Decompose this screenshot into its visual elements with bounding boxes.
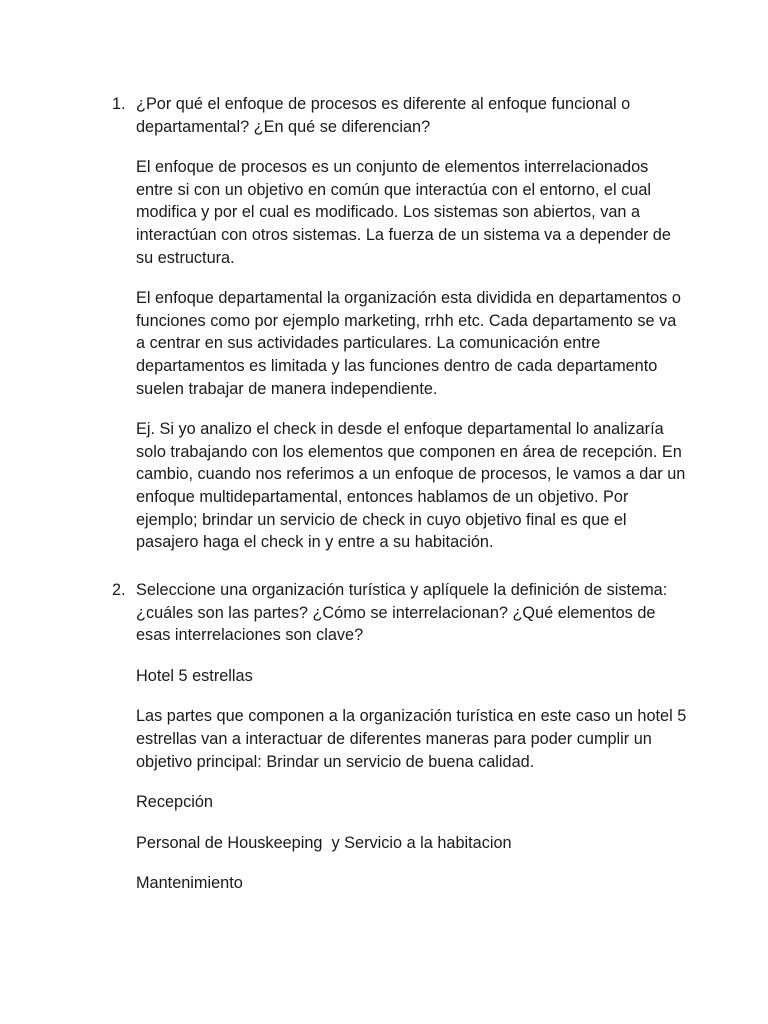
answer-paragraph: El enfoque departamental la organización esta dividida en departamentos o funciones como por ejemplo marketing, rrhh etc. Cada departamento se va a centrar en sus actividades particulares. La comunicación entre departamentos es limitada y las funciones dentro de cada departamento suelen trabajar de manera independiente. [136, 289, 681, 398]
list-number: 2. [112, 581, 126, 599]
answer-paragraph: Las partes que componen a la organización turística en este caso un hotel 5 estrellas van a interactuar de diferentes maneras para poder cumplir un objetivo principal: Brindar un servicio de buena calidad. [136, 707, 687, 771]
answer-paragraph: Ej. Si yo analizo el check in desde el enfoque departamental lo analizaría solo trabajando con los elementos que componen en área de recepción. En cambio, cuando nos referimos a un enfoque de procesos, le vamos a dar un enfoque multidepartamental, entonces hablamos de un objetivo. Por ejemplo; brindar un servicio de check in cuyo objetivo final es que el pasajero haga el check in y entre a su habitación. [136, 420, 686, 552]
list-item-body [136, 93, 687, 554]
answer-paragraph: Personal de Houskeeping y Servicio a la habitacion [136, 833, 512, 852]
list-item-1 [112, 93, 687, 554]
question-text: ¿Por qué el enfoque de procesos es diferente al enfoque funcional o departamental? ¿En qué se diferencian? [136, 95, 631, 136]
answer-paragraph: Hotel 5 estrellas [136, 666, 253, 685]
question-text: Seleccione una organización turística y aplíquele la definición de sistema: ¿cuáles son las partes? ¿Cómo se interrelacionan? ¿Qué elementos de esas interrelaciones son clave? [136, 581, 668, 645]
list-item-2 [112, 579, 687, 895]
list-number: 1. [112, 95, 126, 113]
answer-paragraph: Mantenimiento [136, 874, 243, 893]
answer-paragraph: Recepción [136, 793, 213, 812]
answer-paragraph: El enfoque de procesos es un conjunto de elementos interrelacionados entre si con un objetivo en común que interactúa con el entorno, el cual modifica y por el cual es modificado. Los sistemas son abiertos, van a interactúan con otros sistemas. La fuerza de un sistema va a depender de su estructura. [136, 158, 671, 267]
list-item-body [136, 579, 687, 895]
